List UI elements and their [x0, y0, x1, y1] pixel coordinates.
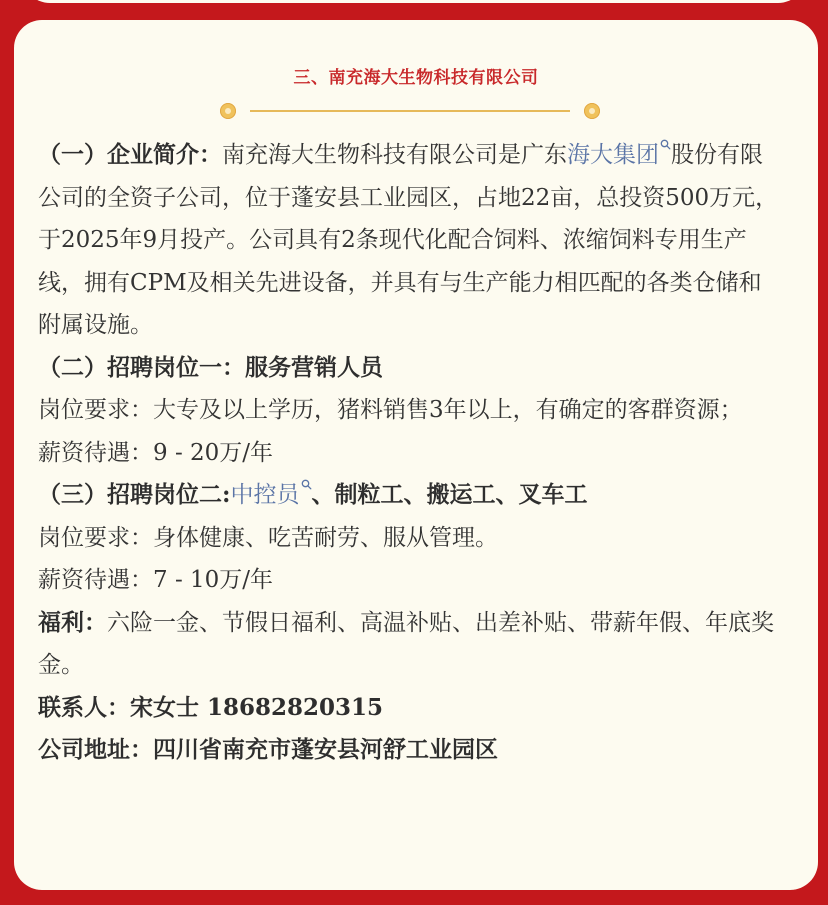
title-divider — [220, 102, 600, 124]
job1-requirements: 岗位要求：大专及以上学历，猪料销售3年以上，有确定的客群资源； — [38, 397, 743, 423]
benefits-label: 福利： — [38, 608, 107, 636]
benefits-paragraph — [38, 602, 782, 687]
search-icon[interactable] — [301, 479, 312, 492]
section-title: 三、南充海大生物科技有限公司 — [293, 68, 539, 88]
job2-heading-suffix: 、制粒工、搬运工、叉车工 — [311, 481, 588, 508]
company-card — [14, 20, 818, 890]
divider-line — [250, 110, 570, 112]
job2-heading-prefix: （三）招聘岗位二: — [38, 481, 231, 508]
previous-card-edge — [22, 0, 806, 3]
divider-ornament-right-icon — [584, 103, 600, 119]
job2-requirements: 岗位要求：身体健康、吃苦耐劳、服从管理。 — [38, 524, 498, 551]
benefits-text: 六险一金、节假日福利、高温补贴、出差补贴、带薪年假、年底奖金。 — [38, 609, 774, 678]
address-line: 公司地址：四川省南充市蓬安县河舒工业园区 — [38, 736, 498, 763]
haida-group-link[interactable]: 海大集团 — [567, 142, 659, 168]
contact-line: 联系人：宋女士 18682820315 — [38, 693, 384, 721]
control-operator-link[interactable]: 中控员 — [230, 482, 300, 508]
job1-salary: 薪资待遇：9 - 20万/年 — [38, 439, 274, 466]
job1-heading: （二）招聘岗位一：服务营销人员 — [38, 353, 383, 381]
intro-text-before-link: 南充海大生物科技有限公司是广东 — [222, 142, 567, 168]
intro-text-after-link: 股份有限公司的全资子公司，位于蓬安县工业园区，占地22亩，总投资500万元，于2025年9月投产。公司具有2条现代化配合饲料、浓缩饲料专用生产线，拥有CPM及相关先进设备，并具有与生产能力相匹配的各类仓储和附属设施。 — [38, 142, 779, 338]
intro-paragraph — [38, 134, 782, 347]
search-icon[interactable] — [660, 139, 671, 152]
job2-heading — [38, 474, 782, 517]
divider-ornament-left-icon — [220, 103, 236, 119]
intro-label: （一）企业简介： — [38, 141, 222, 168]
job2-salary: 薪资待遇：7 - 10万/年 — [38, 567, 274, 593]
article-content — [38, 134, 782, 772]
